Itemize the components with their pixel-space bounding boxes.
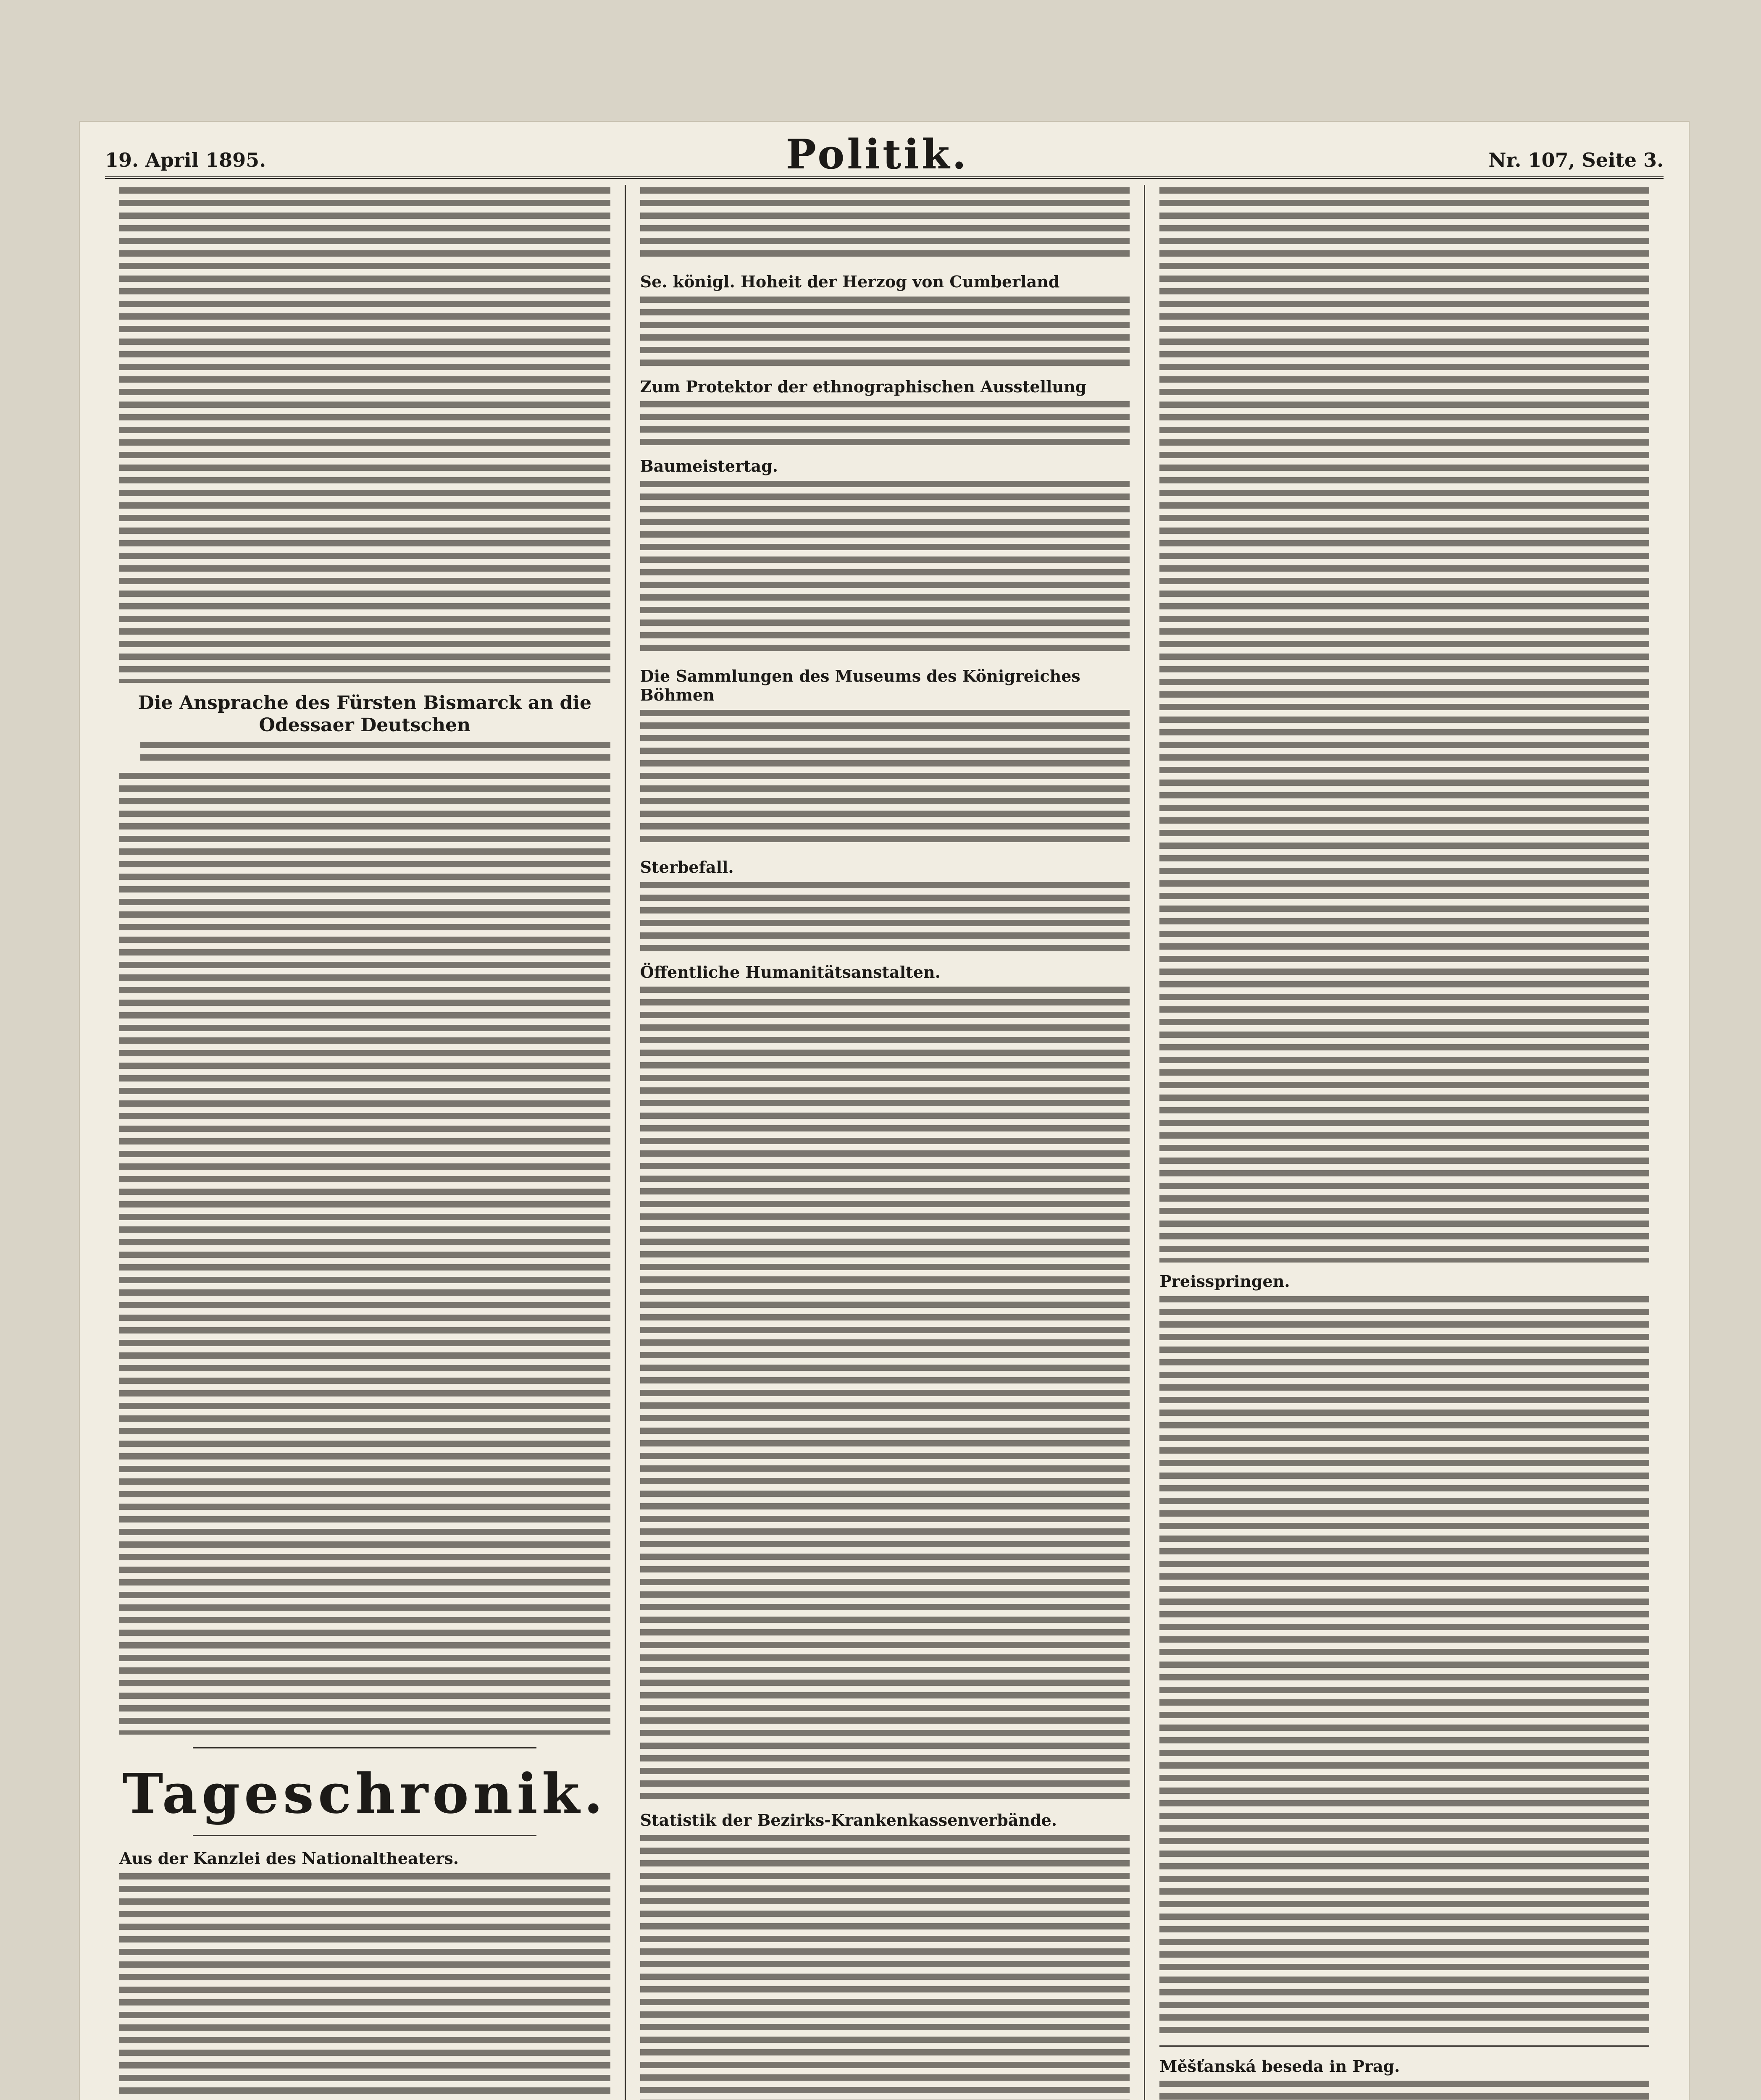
news-item-title: Sterbefall.: [640, 857, 734, 877]
article-text: [119, 1873, 610, 2100]
news-item-title: Měšťanská beseda in Prag.: [1159, 2056, 1400, 2076]
article-headline: Die Ansprache des Fürsten Bismarck an die Odessaer Deutschen: [138, 692, 591, 736]
column-1: [105, 185, 625, 2100]
article-text: [119, 187, 610, 683]
section-title: Tageschronik.: [122, 1761, 607, 1826]
newspaper-page: [80, 122, 1689, 2100]
news-item-title: Statistik der Bezirks-Krankenkassenverbände.: [640, 1811, 1057, 1830]
news-item-title: Se. königl. Hoheit der Herzog von Cumberland: [640, 272, 1060, 291]
divider: [193, 1835, 536, 1836]
article-text: [640, 401, 1130, 447]
news-item-title: Die Sammlungen des Museums des Königreiches Böhmen: [640, 666, 1080, 705]
article-text: [1159, 2081, 1649, 2100]
news-item-title: Baumeistertag.: [640, 457, 778, 476]
article-text: [640, 1835, 1130, 2100]
news-item-title: Zum Protektor der ethnographischen Ausstellung: [640, 377, 1087, 396]
article-columns: [105, 185, 1664, 2100]
article-text: [640, 882, 1130, 953]
news-item-title: Aus der Kanzlei des Nationaltheaters.: [119, 1849, 459, 1868]
news-item-title: Öffentliche Humanitätsanstalten.: [640, 962, 941, 982]
article-text: [640, 710, 1130, 848]
issue-number: Nr. 107, Seite 3.: [1488, 149, 1664, 171]
divider: [1159, 2045, 1649, 2047]
article-text: [640, 987, 1130, 1801]
column-3: [1144, 185, 1664, 2100]
article-text: [119, 773, 610, 1735]
article-text: [140, 742, 610, 767]
section-heading: Politik.: [786, 131, 969, 178]
article-text: [1159, 187, 1649, 1263]
article-text: [1159, 1296, 1649, 2035]
article-text: [640, 187, 1130, 263]
article-text: [640, 297, 1130, 368]
divider: [193, 1747, 536, 1748]
masthead: [105, 131, 1664, 179]
article-text: [640, 481, 1130, 657]
news-item-title: Preisspringen.: [1159, 1272, 1290, 1291]
issue-date: 19. April 1895.: [105, 149, 266, 171]
column-2: [625, 185, 1144, 2100]
